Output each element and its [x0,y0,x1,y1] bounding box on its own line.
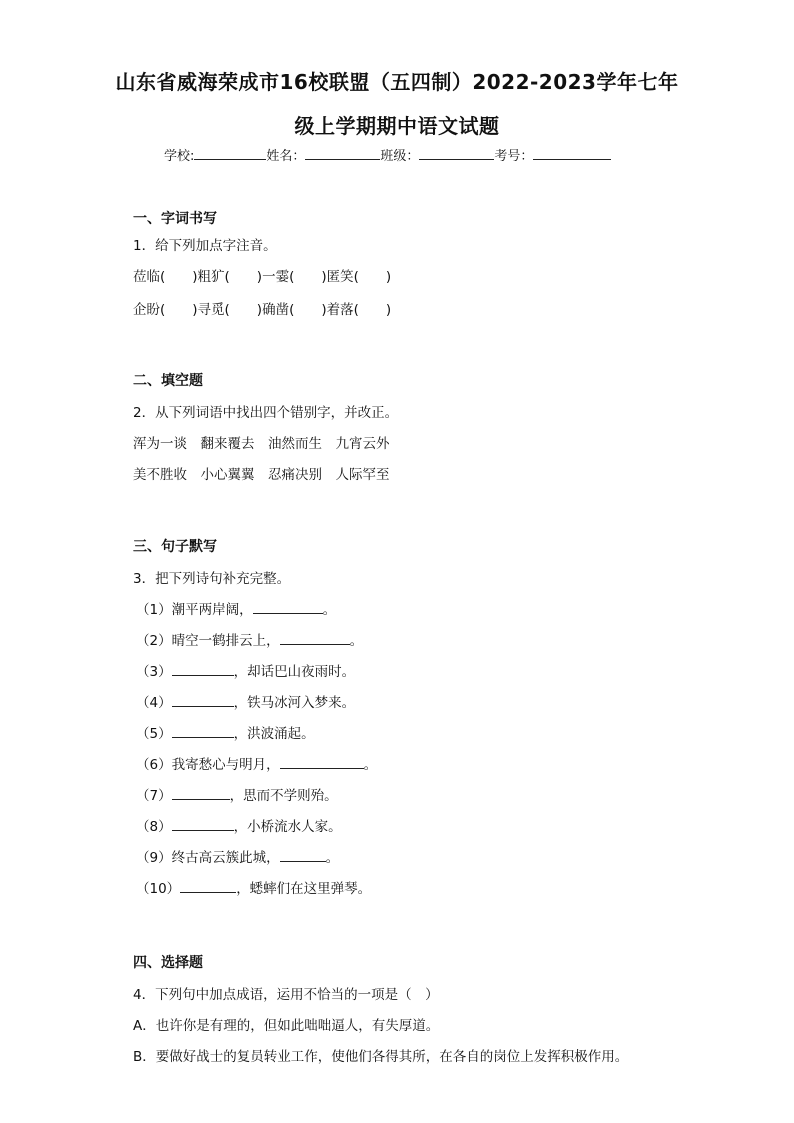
section-heading-1: 一、字词书写 [133,211,217,227]
exam-title-line-1: 山东省威海荣成市16校联盟（五四制）2022-2023学年七年 [115,70,679,94]
poem-item-3 [136,660,355,680]
number-blank[interactable] [533,146,611,160]
answer-blank[interactable] [172,725,234,738]
poem-item-1 [136,598,336,618]
question-2-row-2: 美不胜收 小心翼翼 忍痛决别 人际罕至 [133,467,390,483]
answer-blank[interactable] [172,787,230,800]
poem-item-text: 。 [349,633,364,649]
poem-item-text: ，小桥流水人家。 [233,819,342,835]
poem-item-4 [136,691,355,711]
answer-blank[interactable] [172,694,234,707]
poem-item-text: （7） [136,788,172,804]
question-3-prompt: 3．把下列诗句补充完整。 [133,571,291,587]
poem-item-text: ，铁马冰河入梦来。 [233,695,356,711]
name-blank[interactable] [305,146,380,160]
answer-blank[interactable] [280,756,364,769]
poem-item-text: （1）潮平两岸阔， [136,602,253,618]
poem-item-5 [136,722,315,742]
answer-blank[interactable] [253,601,323,614]
poem-item-text: ，却话巴山夜雨时。 [233,664,356,680]
poem-item-text: ，洪波涌起。 [233,726,315,742]
poem-item-6 [136,753,377,773]
class-label: 班级： [380,149,420,164]
question-1-row-2: 企盼( )寻觅( )确凿( )着落( ) [133,302,392,318]
question-2-row-1: 浑为一谈 翻来覆去 油然而生 九宵云外 [133,436,390,452]
question-2-prompt: 2．从下列词语中找出四个错别字，并改正。 [133,405,399,421]
answer-blank[interactable] [172,818,234,831]
poem-item-text: （5） [136,726,172,742]
student-info-line [164,145,611,164]
poem-item-text: （2）晴空一鹤排云上， [136,633,280,649]
poem-item-text: （10） [136,881,181,897]
poem-item-8 [136,815,342,835]
class-blank[interactable] [419,146,494,160]
poem-item-text: （4） [136,695,172,711]
question-4-prompt: 4．下列句中加点成语，运用不恰当的一项是（ ） [133,987,439,1003]
poem-item-2 [136,629,363,649]
poem-item-7 [136,784,338,804]
poem-item-text: （6）我寄愁心与明月， [136,757,280,773]
poem-item-text: （3） [136,664,172,680]
section-heading-4: 四、选择题 [133,955,203,971]
poem-item-10 [136,877,371,897]
number-label: 考号： [494,149,534,164]
poem-item-9 [136,846,339,866]
poem-item-text: ，思而不学则殆。 [229,788,338,804]
poem-item-text: （9）终古高云簇此城， [136,850,280,866]
exam-title-line-2: 级上学期期中语文试题 [294,114,500,138]
school-label: 学校: [164,149,195,164]
section-heading-2: 二、填空题 [133,373,203,389]
question-1-prompt: 1．给下列加点字注音。 [133,238,277,254]
answer-blank[interactable] [280,849,326,862]
poem-item-text: 。 [325,850,340,866]
poem-item-text: ，蟋蟀们在这里弹琴。 [236,881,372,897]
question-1-row-1: 莅临( )粗犷( )一霎( )匿笑( ) [133,269,392,285]
school-blank[interactable] [194,146,266,160]
poem-item-text: （8） [136,819,172,835]
poem-item-text: 。 [322,602,337,618]
option-b: B．要做好战士的复员转业工作，使他们各得其所，在各自的岗位上发挥积极作用。 [133,1049,629,1065]
answer-blank[interactable] [280,632,350,645]
answer-blank[interactable] [172,663,234,676]
poem-item-text: 。 [363,757,378,773]
option-a: A．也许你是有理的，但如此咄咄逼人，有失厚道。 [133,1018,440,1034]
answer-blank[interactable] [180,880,236,893]
name-label: 姓名： [266,149,306,164]
section-heading-3: 三、句子默写 [133,539,217,555]
